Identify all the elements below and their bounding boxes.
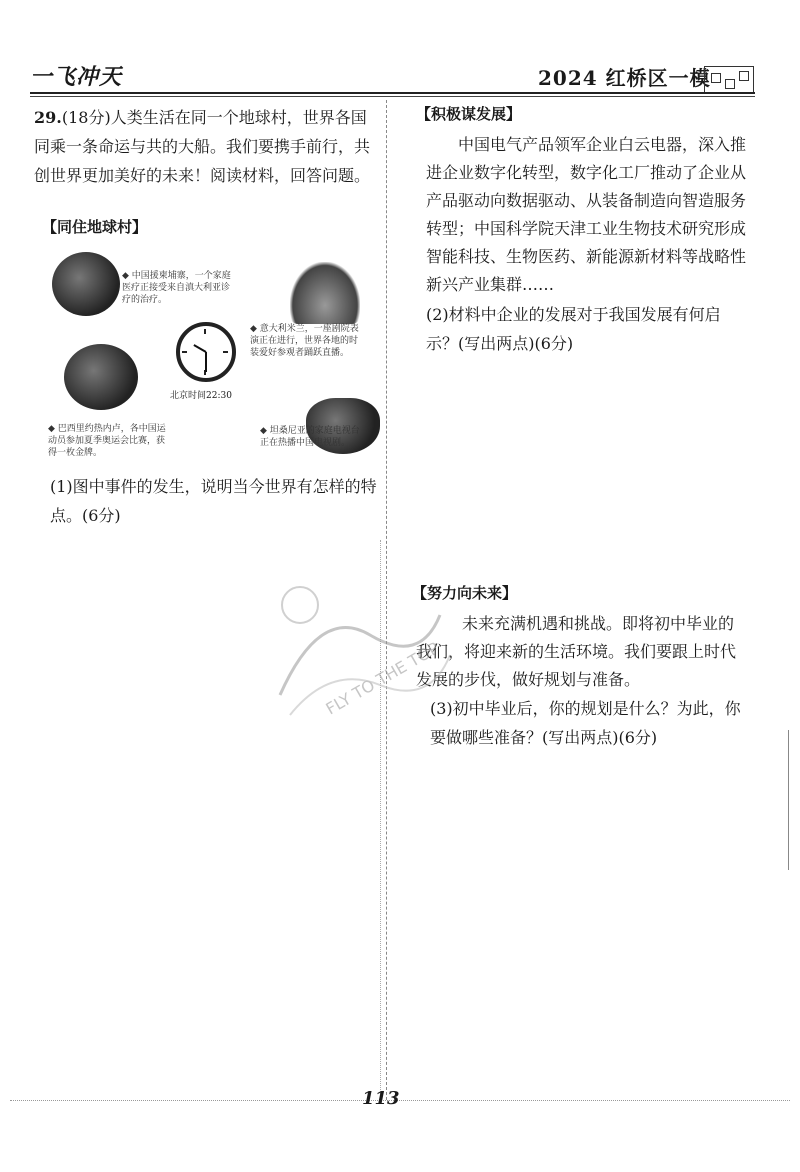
photo-medical-aid bbox=[52, 252, 120, 316]
section-title-future: 【努力向未来】 bbox=[412, 584, 518, 602]
sub-question-2: (2)材料中企业的发展对于我国发展有何启示？(写出两点)(6分) bbox=[426, 305, 721, 353]
question-number: 29. bbox=[34, 108, 62, 127]
material-development: 中国电气产品领军企业白云电器，深入推进企业数字化转型，数字化工厂推动了企业从产品驱动向数据驱动、从装备制造向智造服务转型；中国科学院天津工业生物技术研究形成智能科技、生物医药、新能源新材料等战略性新兴产业集群…… bbox=[426, 135, 747, 294]
question-intro-text: (18分)人类生活在同一个地球村，世界各国同乘一条命运与共的大船。我们要携手前行，共创世界更加美好的未来！阅读材料，回答问题。 bbox=[34, 108, 371, 185]
exam-title: 2024 红桥区一模 bbox=[538, 66, 711, 90]
watermark-logo bbox=[260, 575, 460, 735]
section-title-global-village: 【同住地球村】 bbox=[42, 218, 148, 236]
header-rule bbox=[30, 92, 755, 94]
sub-question-1: (1)图中事件的发生，说明当今世界有怎样的特点。(6分) bbox=[50, 477, 377, 525]
sub-question-3: (3)初中毕业后，你的规划是什么？为此，你要做哪些准备？(写出两点)(6分) bbox=[430, 699, 741, 747]
clock-icon bbox=[176, 322, 236, 382]
photo-fashion-show bbox=[290, 262, 360, 324]
question-29-intro bbox=[34, 103, 379, 190]
brand-logo: 一飞冲天 bbox=[30, 64, 123, 90]
margin-mark bbox=[788, 730, 795, 870]
page-number: 113 bbox=[362, 1088, 400, 1109]
footer-rule bbox=[10, 1100, 790, 1101]
material-future: 未来充满机遇和挑战。即将初中毕业的我们，将迎来新的生活环境。我们要跟上时代发展的步伐，做好规划与准备。 bbox=[416, 614, 737, 689]
section-title-development: 【积极谋发展】 bbox=[416, 105, 522, 123]
clock-label: 北京时间22:30 bbox=[170, 391, 232, 401]
caption-fashion-show: ◆ 意大利米兰，一座剧院表演正在进行，世界各地的时装爱好参观者踊跃直播。 bbox=[250, 324, 359, 358]
svg-text:FLY TO THE TOP: FLY TO THE TOP bbox=[322, 638, 443, 719]
caption-tv-drama: ◆ 坦桑尼亚的家庭电视台正在热播中国电视剧。 bbox=[260, 426, 360, 448]
caption-olympics: ◆ 巴西里约热内卢，各中国运动员参加夏季奥运会比赛，获得一枚金牌。 bbox=[48, 424, 166, 458]
header-rule-thin bbox=[30, 96, 755, 97]
corner-logo-icon bbox=[704, 66, 754, 94]
photo-olympic-athlete bbox=[64, 344, 138, 410]
caption-medical-aid: ◆ 中国援柬埔寨，一个家庭医疗正接受来自滇大利亚诊疗的治疗。 bbox=[122, 271, 231, 305]
